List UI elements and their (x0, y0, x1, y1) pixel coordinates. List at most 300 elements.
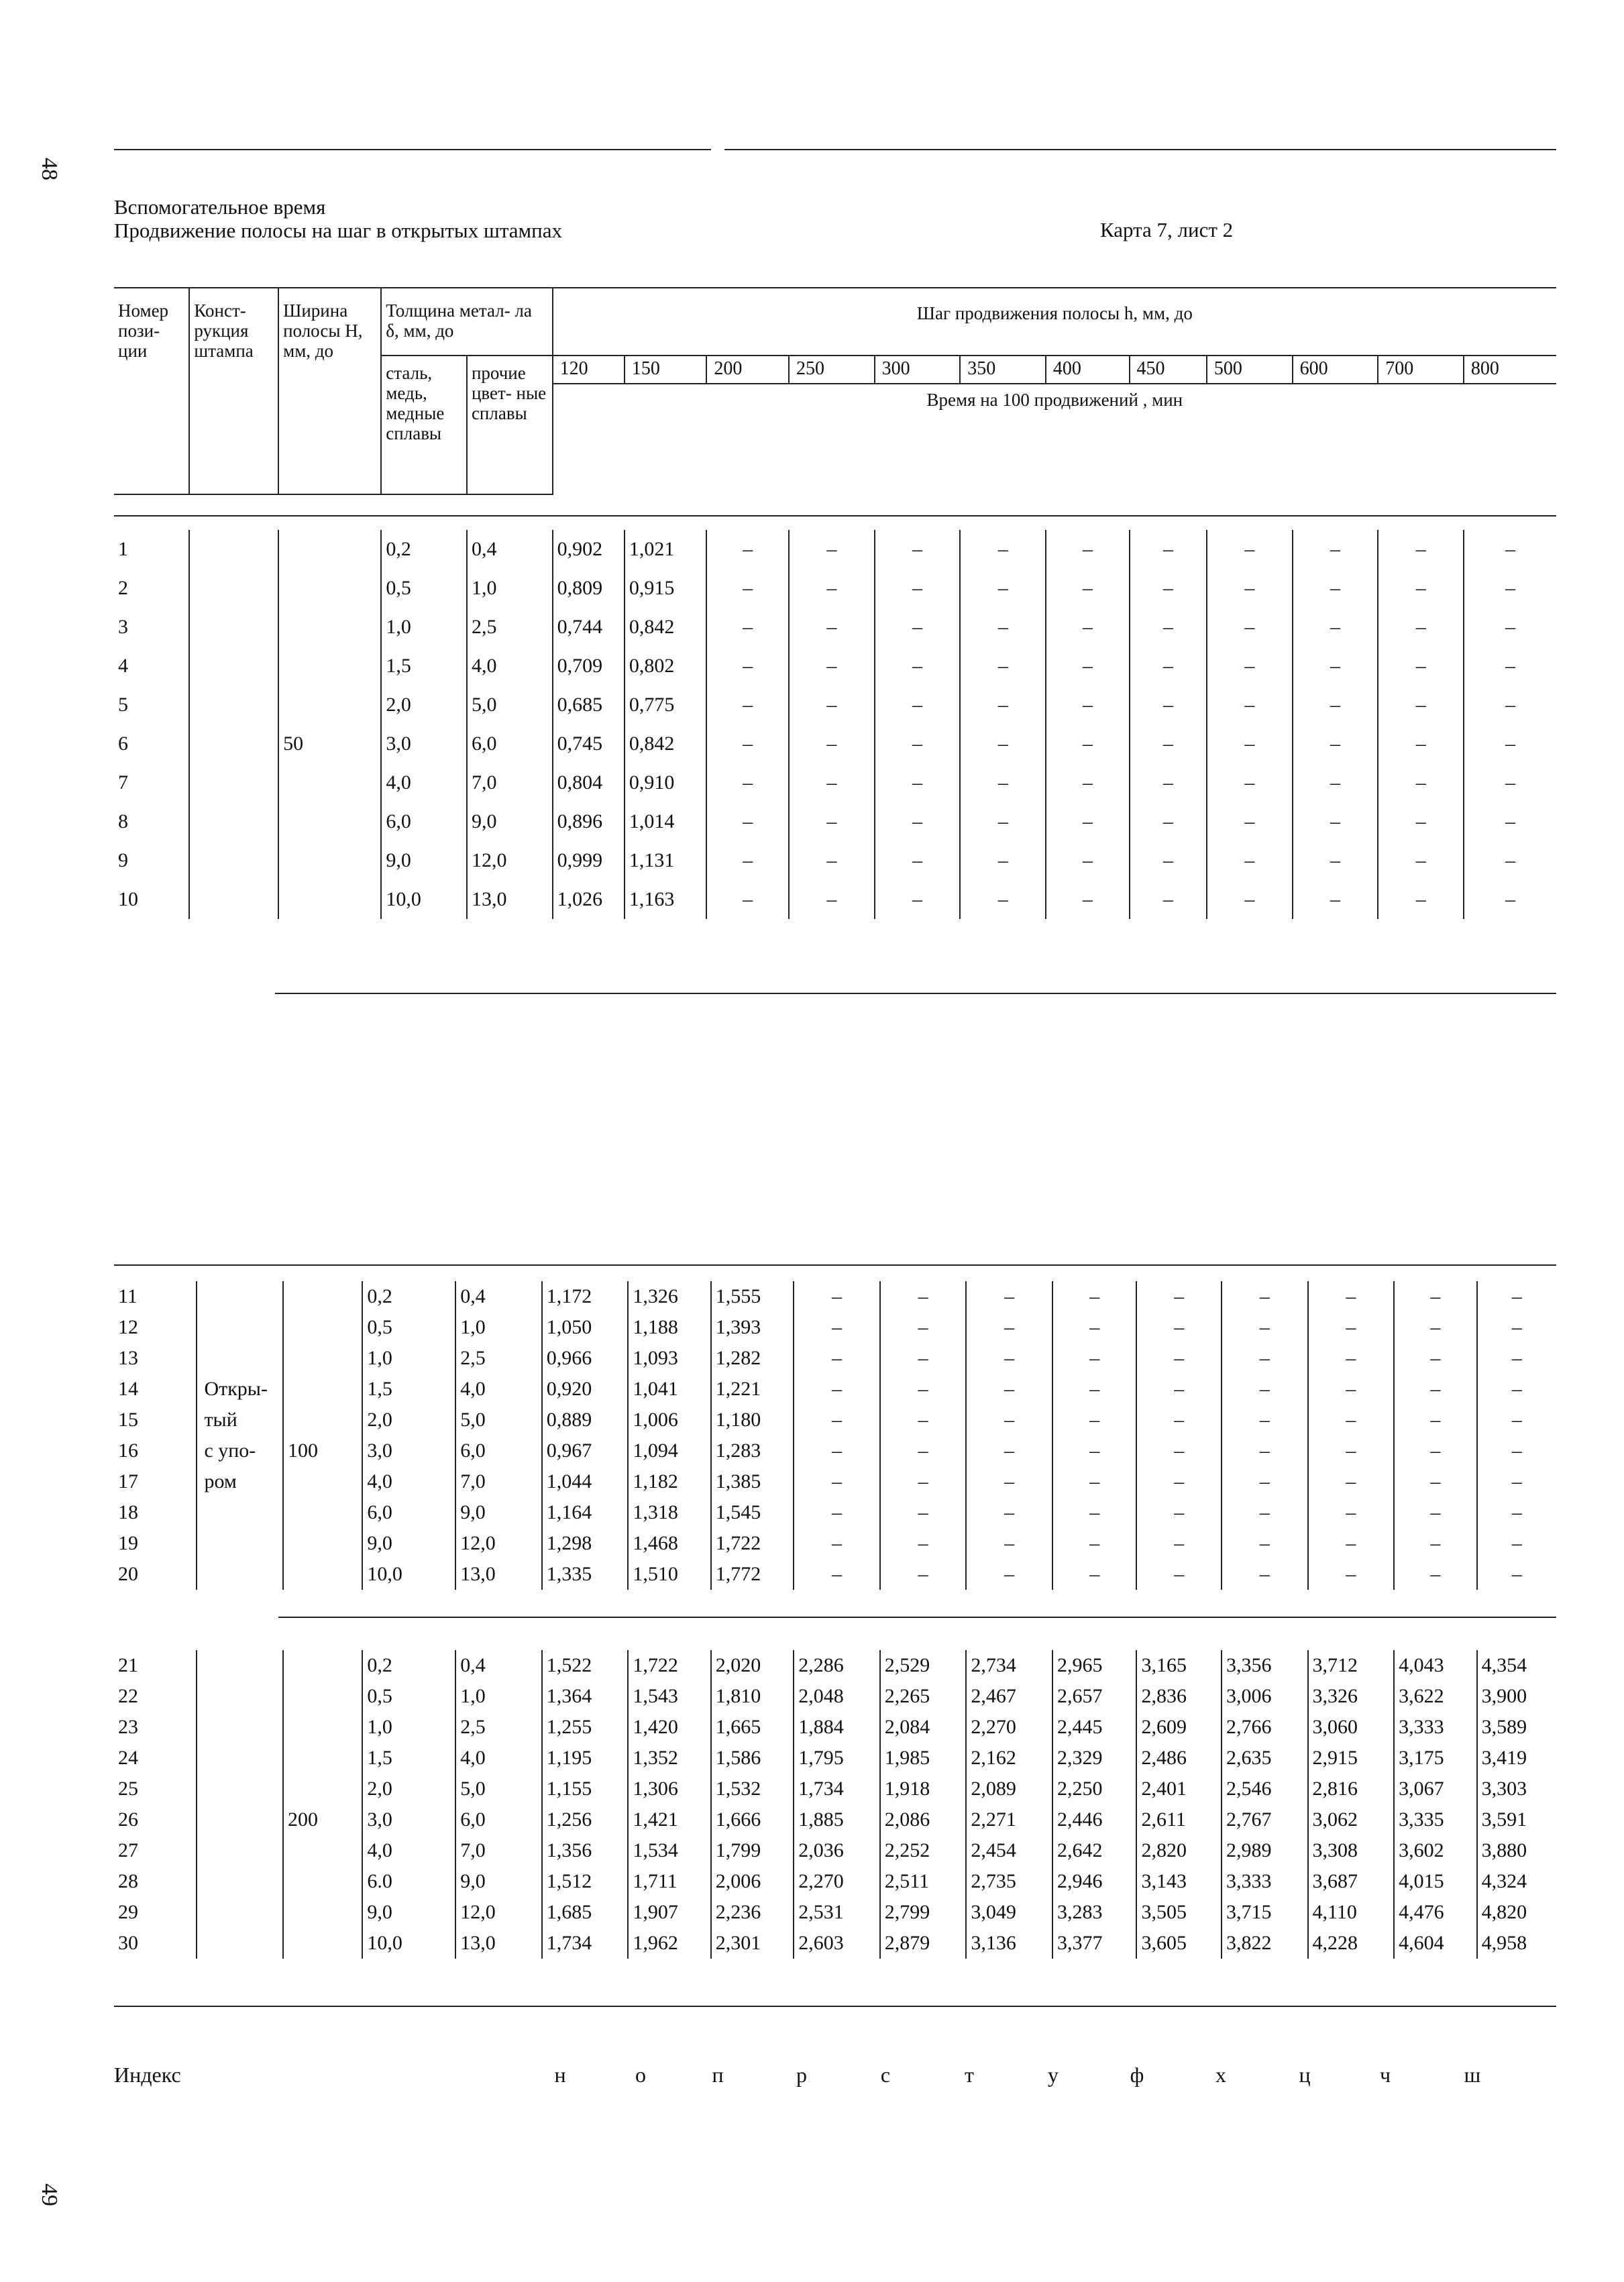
table-row (114, 1897, 1556, 1928)
width-cell (283, 1774, 362, 1804)
time-value: 1,711 (628, 1866, 710, 1897)
time-dash: – (1222, 1466, 1308, 1497)
thickness-other: 2,5 (467, 608, 553, 647)
time-dash: – (1293, 763, 1378, 802)
thickness-steel: 0,2 (362, 1650, 455, 1681)
index-letter: х (1215, 2063, 1226, 2087)
table-row (114, 1435, 1556, 1466)
position-number: 3 (118, 616, 128, 638)
time-value: 3,067 (1394, 1774, 1476, 1804)
thickness-other: 12,0 (455, 1528, 542, 1559)
time-dash: – (1052, 1374, 1137, 1405)
step-header-150: 150 (625, 356, 707, 384)
time-value: 1,795 (794, 1743, 880, 1774)
time-dash: – (1464, 724, 1556, 763)
time-dash: – (794, 1528, 880, 1559)
time-title: Время на 100 продвижений , мин (553, 384, 1556, 494)
thickness-steel: 2,0 (381, 686, 467, 724)
time-value: 3,419 (1477, 1743, 1556, 1774)
time-value: 3,605 (1136, 1928, 1222, 1959)
position-number: 19 (118, 1532, 138, 1554)
time-dash: – (1046, 724, 1130, 763)
thickness-steel: 2,0 (362, 1774, 455, 1804)
time-value: 2,486 (1136, 1743, 1222, 1774)
time-dash: – (880, 1559, 967, 1590)
top-rule-right (724, 149, 1556, 150)
time-dash: – (966, 1497, 1052, 1528)
time-dash: – (794, 1405, 880, 1435)
time-dash: – (1046, 763, 1130, 802)
time-value: 4,958 (1477, 1928, 1556, 1959)
time-value: 1,044 (542, 1466, 629, 1497)
table-row (114, 1374, 1556, 1405)
construction-cell (189, 841, 278, 880)
time-value: 1,722 (711, 1528, 794, 1559)
time-value: 1,512 (542, 1866, 629, 1897)
time-dash: – (875, 530, 961, 569)
time-dash: – (1378, 647, 1464, 686)
width-cell (283, 1559, 362, 1590)
width-cell: 200 (283, 1804, 362, 1835)
table-row (114, 1866, 1556, 1897)
construction-cell: ром (197, 1466, 283, 1497)
time-dash: – (1207, 608, 1293, 647)
time-value: 0,910 (625, 763, 707, 802)
time-dash: – (789, 802, 875, 841)
table-row (114, 1928, 1556, 1959)
thickness-steel: 10,0 (381, 880, 467, 919)
table-row (114, 1343, 1556, 1374)
time-dash: – (966, 1528, 1052, 1559)
time-dash: – (1293, 530, 1378, 569)
construction-cell: тый (197, 1405, 283, 1435)
time-value: 1,306 (628, 1774, 710, 1804)
time-value: 4,015 (1394, 1866, 1476, 1897)
time-dash: – (1293, 608, 1378, 647)
position-number: 4 (118, 655, 128, 677)
construction-cell (189, 880, 278, 919)
time-value: 1,282 (711, 1343, 794, 1374)
position-number: 2 (118, 577, 128, 599)
time-value: 1,256 (542, 1804, 629, 1835)
time-dash: – (1378, 530, 1464, 569)
table-group-3 (114, 1650, 1556, 1959)
time-dash: – (875, 647, 961, 686)
position-number: 26 (118, 1808, 138, 1831)
time-dash: – (966, 1559, 1052, 1590)
time-value: 0,966 (542, 1343, 629, 1374)
time-dash: – (1477, 1528, 1556, 1559)
time-dash: – (1394, 1528, 1476, 1559)
time-dash: – (1222, 1281, 1308, 1312)
time-dash: – (1464, 608, 1556, 647)
time-value: 1,188 (628, 1312, 710, 1343)
col-width-header: Ширина полосы Н, мм, до (278, 288, 381, 494)
time-dash: – (706, 763, 789, 802)
time-value: 3,333 (1394, 1712, 1476, 1743)
thickness-steel: 6.0 (362, 1866, 455, 1897)
time-value: 2,271 (966, 1804, 1052, 1835)
time-value: 4,228 (1308, 1928, 1395, 1959)
time-dash: – (966, 1343, 1052, 1374)
width-cell (283, 1835, 362, 1866)
construction-cell (189, 724, 278, 763)
time-dash: – (1222, 1528, 1308, 1559)
time-value: 1,545 (711, 1497, 794, 1528)
time-value: 4,354 (1477, 1650, 1556, 1681)
position-number: 23 (118, 1716, 138, 1738)
time-dash: – (706, 724, 789, 763)
thickness-steel: 1,0 (381, 608, 467, 647)
time-dash: – (960, 647, 1046, 686)
table-row (114, 647, 1556, 686)
time-value: 3,308 (1308, 1835, 1395, 1866)
width-cell (278, 880, 381, 919)
time-dash: – (1378, 841, 1464, 880)
time-value: 2,329 (1052, 1743, 1137, 1774)
width-cell (283, 1528, 362, 1559)
time-dash: – (1046, 647, 1130, 686)
time-dash: – (1222, 1343, 1308, 1374)
position-number: 29 (118, 1901, 138, 1923)
thickness-steel: 2,0 (362, 1405, 455, 1435)
position-number: 22 (118, 1685, 138, 1707)
position-number: 18 (118, 1501, 138, 1523)
time-dash: – (1046, 880, 1130, 919)
time-dash: – (1293, 569, 1378, 608)
time-value: 1,393 (711, 1312, 794, 1343)
time-value: 3,822 (1222, 1928, 1308, 1959)
position-number: 8 (118, 810, 128, 832)
construction-cell (189, 530, 278, 569)
time-value: 3,062 (1308, 1804, 1395, 1835)
time-value: 1,283 (711, 1435, 794, 1466)
construction-cell (189, 569, 278, 608)
col-num-header: Номер пози- ции (114, 288, 189, 494)
thickness-steel: 0,2 (381, 530, 467, 569)
table-group-2 (114, 1281, 1556, 1590)
construction-cell (197, 1281, 283, 1312)
time-dash: – (1308, 1435, 1395, 1466)
thickness-steel: 1,0 (362, 1712, 455, 1743)
time-value: 2,989 (1222, 1835, 1308, 1866)
step-header-350: 350 (960, 356, 1046, 384)
time-value: 0,744 (553, 608, 625, 647)
index-letter: о (635, 2063, 646, 2087)
time-value: 1,420 (628, 1712, 710, 1743)
time-dash: – (1378, 608, 1464, 647)
time-dash: – (1394, 1281, 1476, 1312)
time-dash: – (1293, 802, 1378, 841)
time-dash: – (1394, 1343, 1476, 1374)
table-row (114, 1281, 1556, 1312)
thickness-other: 7,0 (467, 763, 553, 802)
time-dash: – (1222, 1559, 1308, 1590)
column-header-table (114, 288, 1556, 495)
time-dash: – (1308, 1466, 1395, 1497)
thickness-other: 13,0 (455, 1928, 542, 1959)
table-row (114, 1497, 1556, 1528)
time-dash: – (1293, 686, 1378, 724)
thickness-other: 9,0 (467, 802, 553, 841)
position-number: 21 (118, 1654, 138, 1676)
time-dash: – (1052, 1435, 1137, 1466)
table-row (114, 724, 1556, 763)
thickness-other: 0,4 (455, 1650, 542, 1681)
time-dash: – (1477, 1405, 1556, 1435)
time-dash: – (1378, 802, 1464, 841)
time-dash: – (706, 647, 789, 686)
time-dash: – (880, 1528, 967, 1559)
time-value: 1,221 (711, 1374, 794, 1405)
time-value: 1,510 (628, 1559, 710, 1590)
time-dash: – (706, 841, 789, 880)
time-dash: – (1207, 647, 1293, 686)
time-value: 1,385 (711, 1466, 794, 1497)
time-value: 2,265 (880, 1681, 967, 1712)
time-dash: – (1394, 1466, 1476, 1497)
construction-cell (189, 802, 278, 841)
time-value: 1,586 (711, 1743, 794, 1774)
thickness-steel: 6,0 (381, 802, 467, 841)
time-value: 2,270 (966, 1712, 1052, 1743)
construction-cell (189, 647, 278, 686)
index-letter: ч (1379, 2063, 1391, 2087)
time-dash: – (1130, 569, 1207, 608)
time-dash: – (960, 841, 1046, 880)
top-body-bottom-rule (275, 993, 1556, 994)
time-dash: – (966, 1466, 1052, 1497)
step-header-500: 500 (1207, 356, 1293, 384)
time-dash: – (1130, 802, 1207, 841)
thickness-other: 0,4 (455, 1281, 542, 1312)
time-dash: – (1477, 1559, 1556, 1590)
time-value: 2,965 (1052, 1650, 1137, 1681)
thickness-steel: 4,0 (362, 1835, 455, 1866)
time-value: 2,089 (966, 1774, 1052, 1804)
time-dash: – (789, 841, 875, 880)
thickness-other: 2,5 (455, 1712, 542, 1743)
time-value: 2,236 (711, 1897, 794, 1928)
time-dash: – (789, 647, 875, 686)
step-header-250: 250 (789, 356, 875, 384)
construction-cell (197, 1743, 283, 1774)
time-dash: – (875, 569, 961, 608)
position-number: 16 (118, 1439, 138, 1462)
thickness-other: 9,0 (455, 1866, 542, 1897)
time-dash: – (1052, 1466, 1137, 1497)
time-dash: – (1222, 1312, 1308, 1343)
width-cell (283, 1712, 362, 1743)
time-dash: – (1308, 1343, 1395, 1374)
thickness-steel: 1,0 (362, 1343, 455, 1374)
time-value: 3,060 (1308, 1712, 1395, 1743)
time-value: 2,879 (880, 1928, 967, 1959)
time-dash: – (1207, 724, 1293, 763)
time-dash: – (1130, 647, 1207, 686)
table-row (114, 1312, 1556, 1343)
time-value: 0,999 (553, 841, 625, 880)
time-dash: – (1464, 647, 1556, 686)
step-header-400: 400 (1046, 356, 1130, 384)
construction-cell (197, 1712, 283, 1743)
step-header-300: 300 (875, 356, 961, 384)
time-dash: – (1052, 1528, 1137, 1559)
time-value: 1,734 (794, 1774, 880, 1804)
width-cell (278, 530, 381, 569)
time-dash: – (875, 763, 961, 802)
time-dash: – (794, 1435, 880, 1466)
time-value: 1,884 (794, 1712, 880, 1743)
time-dash: – (1222, 1497, 1308, 1528)
time-dash: – (1308, 1312, 1395, 1343)
time-dash: – (1464, 802, 1556, 841)
time-dash: – (960, 530, 1046, 569)
time-dash: – (1136, 1497, 1222, 1528)
thickness-steel: 4,0 (362, 1466, 455, 1497)
time-value: 1,298 (542, 1528, 629, 1559)
time-dash: – (794, 1343, 880, 1374)
position-number: 10 (118, 888, 138, 910)
time-dash: – (1136, 1281, 1222, 1312)
time-value: 3,712 (1308, 1650, 1395, 1681)
time-value: 2,020 (711, 1650, 794, 1681)
time-value: 0,902 (553, 530, 625, 569)
construction-cell (197, 1928, 283, 1959)
time-dash: – (1207, 841, 1293, 880)
thickness-steel: 0,2 (362, 1281, 455, 1312)
time-value: 0,842 (625, 608, 707, 647)
table-row (114, 1559, 1556, 1590)
time-dash: – (880, 1466, 967, 1497)
width-cell (283, 1312, 362, 1343)
thickness-other: 2,5 (455, 1343, 542, 1374)
time-dash: – (1046, 802, 1130, 841)
table-row (114, 686, 1556, 724)
time-dash: – (1222, 1435, 1308, 1466)
position-number: 28 (118, 1870, 138, 1892)
time-value: 1,772 (711, 1559, 794, 1590)
width-cell (283, 1374, 362, 1405)
time-value: 1,318 (628, 1497, 710, 1528)
thickness-other: 9,0 (455, 1497, 542, 1528)
thickness-other: 13,0 (467, 880, 553, 919)
time-dash: – (1130, 763, 1207, 802)
time-dash: – (1052, 1312, 1137, 1343)
thickness-steel: 9,0 (362, 1897, 455, 1928)
construction-cell (189, 608, 278, 647)
index-letter: с (880, 2063, 891, 2087)
width-cell (283, 1405, 362, 1435)
col-thickness-header: Толщина метал- ла δ, мм, до (381, 288, 552, 356)
thickness-other: 1,0 (455, 1681, 542, 1712)
width-cell (278, 802, 381, 841)
time-dash: – (789, 724, 875, 763)
time-value: 0,802 (625, 647, 707, 686)
time-dash: – (1130, 724, 1207, 763)
time-value: 1,555 (711, 1281, 794, 1312)
time-dash: – (1394, 1435, 1476, 1466)
group-separator-rule (278, 1617, 1556, 1618)
thickness-steel: 0,5 (362, 1312, 455, 1343)
time-dash: – (1207, 569, 1293, 608)
time-value: 2,084 (880, 1712, 967, 1743)
table-row (114, 841, 1556, 880)
time-dash: – (1136, 1435, 1222, 1466)
thickness-steel: 1,5 (381, 647, 467, 686)
thickness-other: 12,0 (467, 841, 553, 880)
table-row (114, 1528, 1556, 1559)
table-row (114, 1743, 1556, 1774)
time-value: 1,918 (880, 1774, 967, 1804)
time-dash: – (1308, 1528, 1395, 1559)
table-row (114, 1466, 1556, 1497)
thickness-other: 4,0 (455, 1374, 542, 1405)
time-value: 2,531 (794, 1897, 880, 1928)
time-value: 1,163 (625, 880, 707, 919)
time-value: 3,715 (1222, 1897, 1308, 1928)
time-value: 2,048 (794, 1681, 880, 1712)
time-dash: – (1046, 841, 1130, 880)
time-value: 2,467 (966, 1681, 1052, 1712)
time-value: 2,006 (711, 1866, 794, 1897)
time-dash: – (1136, 1559, 1222, 1590)
thickness-other: 5,0 (467, 686, 553, 724)
position-number: 13 (118, 1347, 138, 1369)
thickness-other: 6,0 (467, 724, 553, 763)
time-value: 2,635 (1222, 1743, 1308, 1774)
time-value: 0,745 (553, 724, 625, 763)
time-dash: – (1378, 763, 1464, 802)
time-dash: – (960, 686, 1046, 724)
width-cell (283, 1466, 362, 1497)
time-dash: – (1046, 569, 1130, 608)
time-value: 0,915 (625, 569, 707, 608)
time-dash: – (789, 686, 875, 724)
position-number: 11 (118, 1285, 138, 1307)
time-dash: – (1477, 1497, 1556, 1528)
top-rule-left (114, 149, 711, 150)
time-value: 0,967 (542, 1435, 629, 1466)
time-value: 3,333 (1222, 1866, 1308, 1897)
time-value: 1,006 (628, 1405, 710, 1435)
width-cell (283, 1743, 362, 1774)
time-dash: – (1293, 647, 1378, 686)
time-dash: – (794, 1281, 880, 1312)
time-value: 3,326 (1308, 1681, 1395, 1712)
time-dash: – (1136, 1528, 1222, 1559)
position-number: 12 (118, 1316, 138, 1338)
time-dash: – (880, 1374, 967, 1405)
time-value: 1,352 (628, 1743, 710, 1774)
time-value: 2,546 (1222, 1774, 1308, 1804)
time-dash: – (966, 1405, 1052, 1435)
construction-cell: Откры- (197, 1374, 283, 1405)
time-dash: – (880, 1405, 967, 1435)
time-value: 3,175 (1394, 1743, 1476, 1774)
width-cell (278, 608, 381, 647)
construction-cell (197, 1804, 283, 1835)
index-label: Индекс (114, 2063, 181, 2087)
time-value: 2,445 (1052, 1712, 1137, 1743)
construction-cell (197, 1343, 283, 1374)
time-value: 4,110 (1308, 1897, 1395, 1928)
construction-cell (189, 763, 278, 802)
time-value: 1,255 (542, 1712, 629, 1743)
time-dash: – (794, 1312, 880, 1343)
time-value: 1,182 (628, 1466, 710, 1497)
time-value: 3,377 (1052, 1928, 1137, 1959)
